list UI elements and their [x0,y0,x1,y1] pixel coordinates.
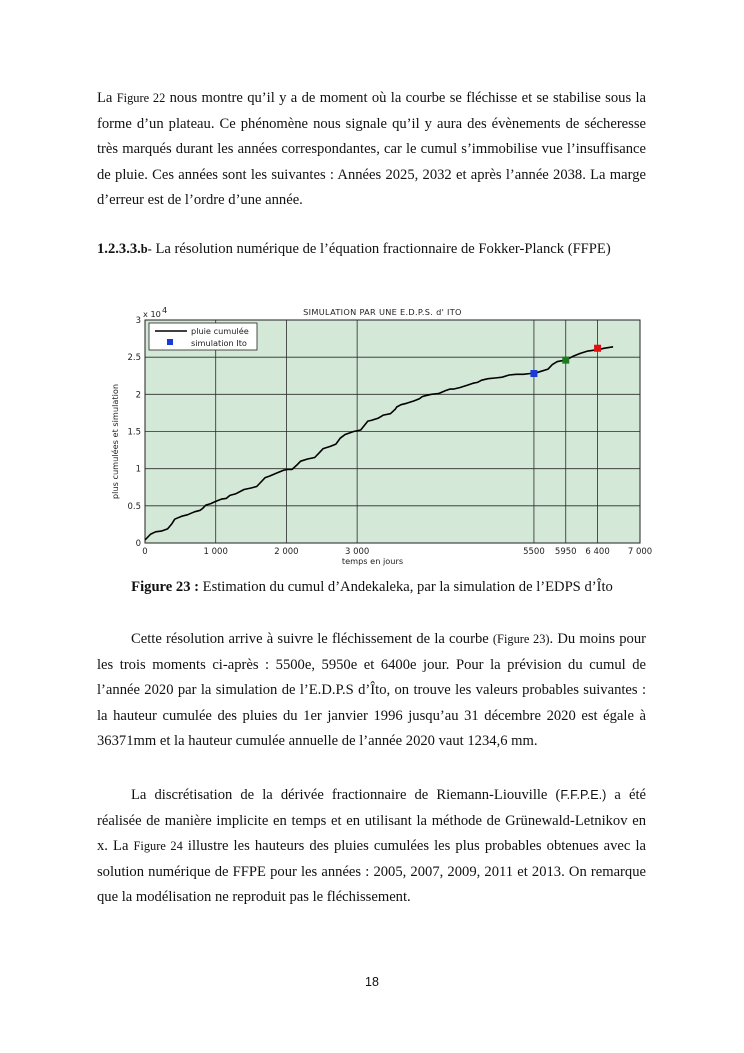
y-tick-label: 2.5 [127,353,141,364]
paragraph-resolution [97,627,646,755]
x-tick-label: 6 400 [585,547,610,557]
legend-label: pluie cumulée [191,326,249,336]
legend-marker-swatch [167,339,173,345]
simulation-point [594,345,601,352]
text-run: La [97,90,117,106]
y-tick-label: 0 [135,539,141,549]
text-run: Cette résolution arrive à suivre le fléchissement de la courbe [131,631,493,647]
y-axis-label: plus cumulées et simulation [110,383,120,500]
x-tick-label: 0 [142,547,148,557]
x-tick-label: 1 000 [203,547,228,557]
caption-label: Figure 23 : [131,579,199,595]
y-tick-label: 0.5 [127,501,141,512]
text-run: illustre les hauteurs des pluies cumulées les plus probables obtenues avec la solution numérique de FFPE pour les années : 2005, 2007, 2009, 2011 et 2013. On remarque que la modélisation ne reproduit pas le fléchissement. [97,838,646,906]
section-number: 1.2.3.3. [97,241,141,257]
text-run: a été réalisée de manière implicite en temps et en utilisant la méthode de Grünewald-Letnikov en x. La [97,787,646,855]
text-run: nous montre qu’il y a de moment où la courbe se fléchisse et se stabilise sous la forme d’un plateau. Ce phénomène nous signale qu’il y aura des évènements de sécheresse très marqués durant les années correspondantes, car le cumul s’immobilise vue l’insuffisance de pluie. Ces années sont les suivantes : Années 2025, 2032 et après l’année 2038. La marge d’erreur est de l’ordre d’une année. [97,90,646,209]
y-tick-label: 2 [135,390,141,401]
section-heading [97,241,611,258]
text-run: . Du moins pour les trois moments ci-après : 5500e, 5950e et 6400e jour. Pour la prévision du cumul de l’année 2020 par la simulation de l’E.D.P.S d’Îto, on trouve les valeurs probables suivantes : la hauteur cumulée des pluies du 1er janvier 1996 jusqu’au 31 décembre 2020 est égale à 36371mm et la hauteur cumulée annuelle de l’année 2020 vaut 1234,6 mm. [97,631,646,750]
section-subnumber: b- [140,242,152,256]
simulation-point [530,370,537,377]
figure-reference: Figure 22 [116,91,166,105]
simulation-point [562,357,569,364]
section-title: La résolution numérique de l’équation fractionnaire de Fokker-Planck (FFPE) [151,241,611,257]
x-tick-label: 7 000 [627,547,653,557]
x-axis-label: temps en jours [341,556,404,566]
y-axis-multiplier-exponent: 4 [162,305,168,315]
figure-caption [0,579,744,596]
paragraph-discretisation [97,783,646,911]
y-axis-multiplier: x 10 [143,309,161,319]
figure-reference: (Figure 23) [492,632,550,646]
y-tick-label: 1 [135,464,141,475]
figure-reference: Figure 24 [133,839,183,854]
x-tick-label: 2 000 [274,547,299,557]
x-tick-label: 5950 [554,547,577,557]
legend-label: simulation Ito [191,338,247,348]
text-run: La discrétisation de la dérivée fractionnaire de Riemann-Liouville ( [131,787,561,803]
chart-title: SIMULATION PAR UNE E.D.P.S. d' ITO [303,307,462,317]
page-number: 18 [365,975,379,989]
y-tick-label: 1.5 [127,427,141,438]
fpe-abbreviation: F.F.P.E.) [560,788,607,802]
y-tick-label: 3 [135,316,141,326]
paragraph-intro [97,86,646,214]
cumulative-rainfall-chart [108,300,658,568]
x-tick-label: 5500 [523,547,545,557]
caption-text: Estimation du cumul d’Andekaleka, par la simulation de l’EDPS d’Îto [199,579,613,595]
x-tick-label: 3 000 [344,547,370,557]
